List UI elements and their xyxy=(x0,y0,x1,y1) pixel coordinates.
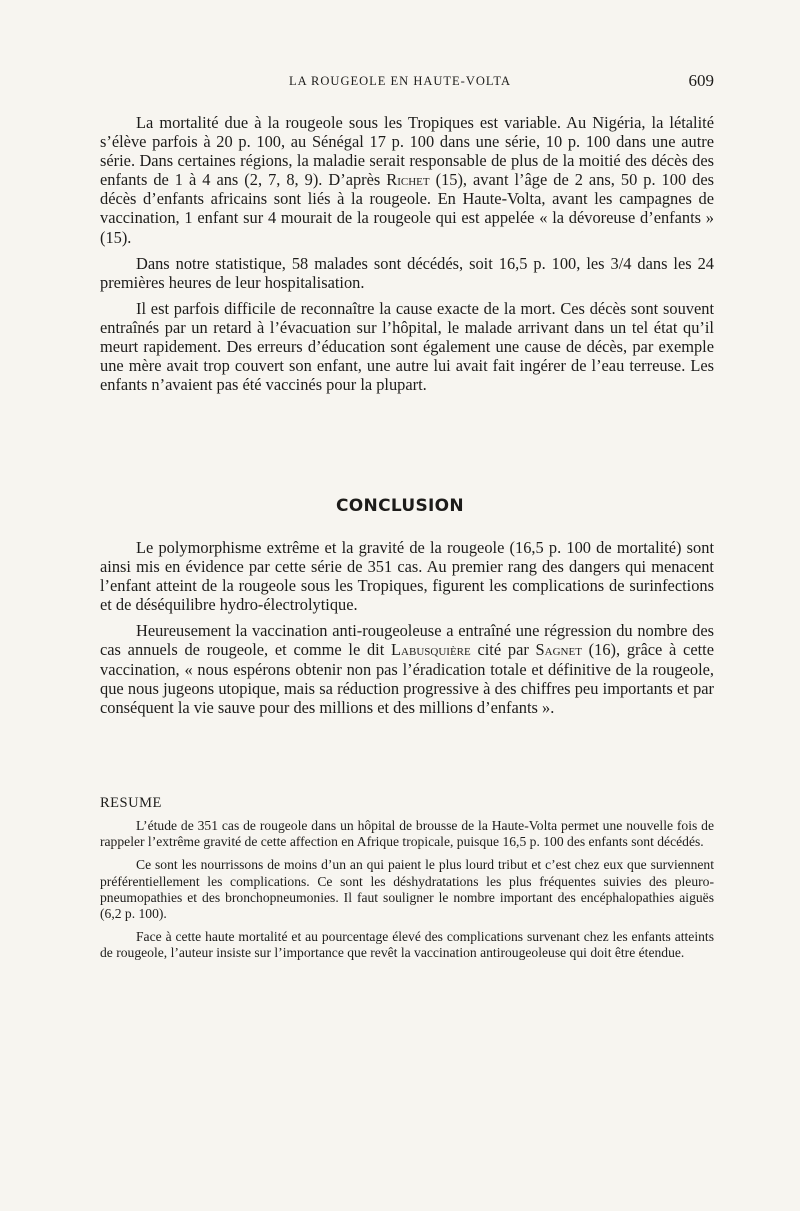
paragraph: Ce sont les nourrissons de moins d’un an qui paient le plus lourd tribut et c’est chez eux que surviennent préférentiellement les complications. Ce sont les déshydratations les plus fréquentes suivies des pleuro-pneumopathies et des bronchopneumonies. Il faut souligner le nombre important des encéphalopathies aiguës (6,2 p. 100). xyxy=(100,857,714,922)
author-name: Richet xyxy=(386,170,430,190)
paragraph: Face à cette haute mortalité et au pourcentage élevé des complications survenant chez les enfants atteints de rougeole, l’auteur insiste sur l’importance que revêt la vaccination antirougeoleuse qui doit être étendue. xyxy=(100,929,714,961)
conclusion-section xyxy=(100,538,714,724)
page-header xyxy=(0,71,800,94)
text-span: La mortalité due à la rougeole sous les Tropiques est variable. Au Nigéria, la létalité s’élève parfois à 20 p. 100, au Sénégal 17 p. 100 dans une série, 10 p. 100 dans une autre série. Dans certaines régions, la maladie serait responsable de plus de la moitié des décès des enfants de 1 à 4 ans (2, 7, 8, 9). D’après xyxy=(100,113,714,190)
resume-heading: RESUME xyxy=(100,795,162,811)
running-title: LA ROUGEOLE EN HAUTE-VOLTA xyxy=(288,74,512,88)
text-span: (16), grâce à cette vaccination, « nous espérons obtenir non pas l’éradication totale et définitive de la rougeole, que nous jugeons utopique, mais sa réduction progressive à des chiffres peu importants et par conséquent la vie sauve pour des millions et des millions d’enfants ». xyxy=(100,640,714,717)
paragraph: Le polymorphisme extrême et la gravité de la rougeole (16,5 p. 100 de mortalité) sont ainsi mis en évidence par cette série de 351 cas. Au premier rang des dangers qui menacent l’enfant atteint de la rougeole sous les Tropiques, figurent les complications de surinfections et de déséquilibre hydro-électrolytique. xyxy=(100,538,714,615)
text-span: Heureusement la vaccination anti-rougeoleuse a entraîné une régression du nombre des cas annuels de rougeole, et comme le dit xyxy=(100,621,714,660)
mortality-section xyxy=(100,113,714,401)
author-name: Sagnet xyxy=(535,640,582,660)
paragraph xyxy=(100,113,714,247)
paragraph: Il est parfois difficile de reconnaître la cause exacte de la mort. Ces décès sont souvent entraînés par un retard à l’évacuation sur l’hôpital, le malade arrivant dans un tel état qu’il meurt rapidement. Des erreurs d’éducation sont également une cause de décès, par exemple une mère avait trop couvert son enfant, une autre lui avait fait ingérer de l’eau terreuse. Les enfants n’avaient pas été vaccinés pour la plupart. xyxy=(100,298,714,395)
page-number: 609 xyxy=(688,71,714,90)
paragraph: Dans notre statistique, 58 malades sont décédés, soit 16,5 p. 100, les 3/4 dans les 24 premières heures de leur hospitalisation. xyxy=(100,253,714,292)
paragraph: L’étude de 351 cas de rougeole dans un hôpital de brousse de la Haute-Volta permet une nouvelle fois de rappeler l’extrême gravité de cette affection en Afrique tropicale, puisque 16,5 p. 100 des enfants sont décédés. xyxy=(100,818,714,850)
author-name: Labusquière xyxy=(391,640,471,660)
resume-section xyxy=(100,818,714,969)
text-span: (15), avant l’âge de 2 ans, 50 p. 100 des décès d’enfants africains sont liés à la rougeole. En Haute-Volta, avant les campagnes de vaccination, 1 enfant sur 4 mourait de la rougeole qui est appelée « la dévoreuse d’enfants » (15). xyxy=(100,170,714,247)
paragraph xyxy=(100,621,714,716)
text-span: cité par xyxy=(470,640,536,660)
section-heading: CONCLUSION xyxy=(336,496,464,516)
